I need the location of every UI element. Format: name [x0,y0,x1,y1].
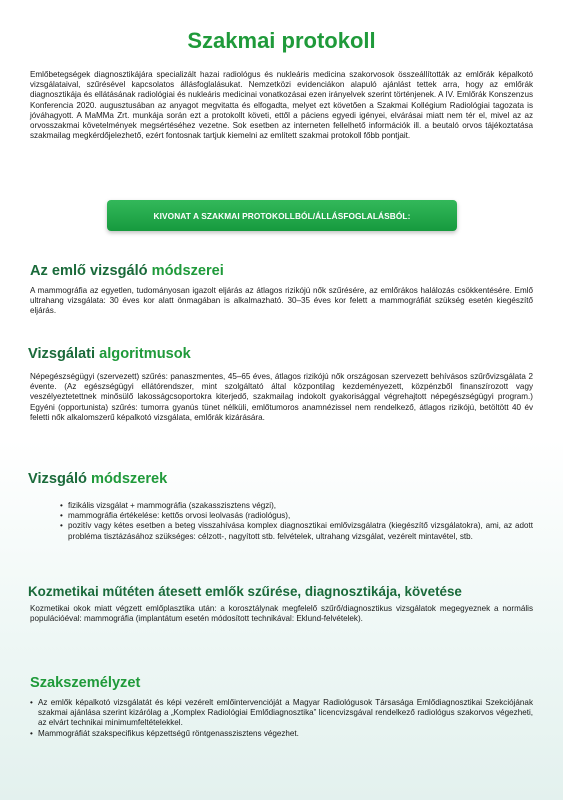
intro-paragraph: Emlőbetegségek diagnosztikájára specializált hazai radiológus és nukleáris medicina szakorvosok összeállították az emlőrák képalkotó vizsgálataival, szűrésével kapcsolatos állásfoglalásukat. Nemzetközi evidenciákon alapuló ajánlást tettek arra, hogy az emlőrák diagnosztikája és ellátásának radiológiai és nukleáris medicinai vonatkozásai ezen irányelvek szerint történjenek. A IV. Emlőrák Konszenzus Konferencia 2020. augusztusában az anyagot megvitatta és elfogadta, melyet ezt követően a Szakmai Kollégium Radiológiai tagozata is jóváhagyott. A MaMMa Zrt. munkája során ezt a protokollt követi, ettől a páciens egyedi igényei, elvárásai miatt nem tér el, mivel az az orvosszakmai követelmények megsértéséhez vezetne. Sok esetben az interneten fellelhető információk ill. a beutaló orvos tájékoztatása szakmailag megkérdőjelezhető, ezért fontosnak tartjuk kiemelni az említett szakmai protokoll főbb pontjait. [30,70,533,141]
section-heading-methods-part2: módszerei [151,263,224,279]
list-item: • Mammográfiát szakspecifikus képzettségű röntgenasszisztens végezhet. [30,729,533,739]
section-heading-tools-part2: módszerek [91,471,168,487]
cosmetic-paragraph: Kozmetikai okok miatt végzett emlőplasztika után: a korosztálynak megfelelő szűrő/diagnosztikus vizsgálatok megegyeznek a normális populációéval: mammográfia (implantátum esetén módosított technikával: Eklund-felvételek). [30,604,533,624]
summary-banner [107,200,457,231]
section-heading-cosmetic-text: Kozmetikai műtéten átesett emlők szűrése, diagnosztikája, követése [28,584,462,599]
list-item: • fizikális vizsgálat + mammográfia (szakasszisztens végzi), [60,501,533,511]
section-heading-tools-part1: Vizsgáló [28,471,87,487]
summary-banner-label: KIVONAT A SZAKMAI PROTOKOLLBÓL/ÁLLÁSFOGLALÁSBÓL: [153,210,411,221]
tools-list [60,501,533,542]
list-item: • mammográfia értékelése: kettős orvosi leolvasás (radiológus), [60,511,533,521]
section-heading-cosmetic [28,584,462,599]
section-heading-methods-part1: Az emlő vizsgáló [30,263,148,279]
algorithms-paragraph: Népegészségügyi (szervezett) szűrés: panaszmentes, 45–65 éves, átlagos rizikójú nők országosan szervezett behívásos szűrővizsgálata 2 évente. (Az egészségügyi ellátórendszer, mint szolgáltató által központilag kezdeményezett, közpénzből finanszírozott vagy veszélyeztetettnek minősülő lakosságcsoportokra kiterjedő, szakmailag indokolt gyakorisággal végrehajtott népegészségügyi program.) Egyéni (opportunista) szűrés: tumorra gyanús tünet nélküli, emlőtumoros anamnézissel nem rendelkező, átlagos rizikójú, betöltött 40 év feletti nők alkalomszerű képalkotó vizsgálata, emlőrák kizárására. [30,372,533,422]
list-item: • Az emlők képalkotó vizsgálatát és képi vezérelt emlőintervencióját a Magyar Radiológusok Társasága Emlődiagnosztikai Szekciójának szakmai ajánlása szerint kizárólag a „Komplex Radiológiai Emlődiagnosztika” licencvizsgával rendelkező radiológus szakorvos végezheti, az elvárt technikai minimumfeltételekkel. [30,698,533,729]
section-heading-algorithms-part2: algoritmusok [99,346,191,362]
section-heading-staff-text: Szakszemélyzet [30,675,141,691]
methods-paragraph: A mammográfia az egyetlen, tudományosan igazolt eljárás az átlagos rizikójú nők szűrésére, az emlőrákos halálozás csökkentésére. Emlő ultrahang vizsgálata: 30 éves kor alatt önmagában is alkalmazható. 30–35 éves kor felett a mammográfiát szükség esetén kiegészítő eljárás. [30,286,533,316]
section-heading-algorithms [28,346,191,362]
staff-list [30,698,533,739]
section-heading-methods [30,263,224,279]
section-heading-staff [30,675,140,691]
list-item: • pozitív vagy kétes esetben a beteg visszahívása komplex diagnosztikai emlővizsgálatra (kiegészítő vizsgálatokra), ami, az adott probléma tisztázásához szükséges: célzott-, nagyított stb. felvételek, ultrahang vizsgálat, vezérelt mintavétel, stb. [60,521,533,541]
page-title: Szakmai protokoll [187,28,376,53]
section-heading-algorithms-part1: Vizsgálati [28,346,96,362]
section-heading-tools [28,471,167,487]
